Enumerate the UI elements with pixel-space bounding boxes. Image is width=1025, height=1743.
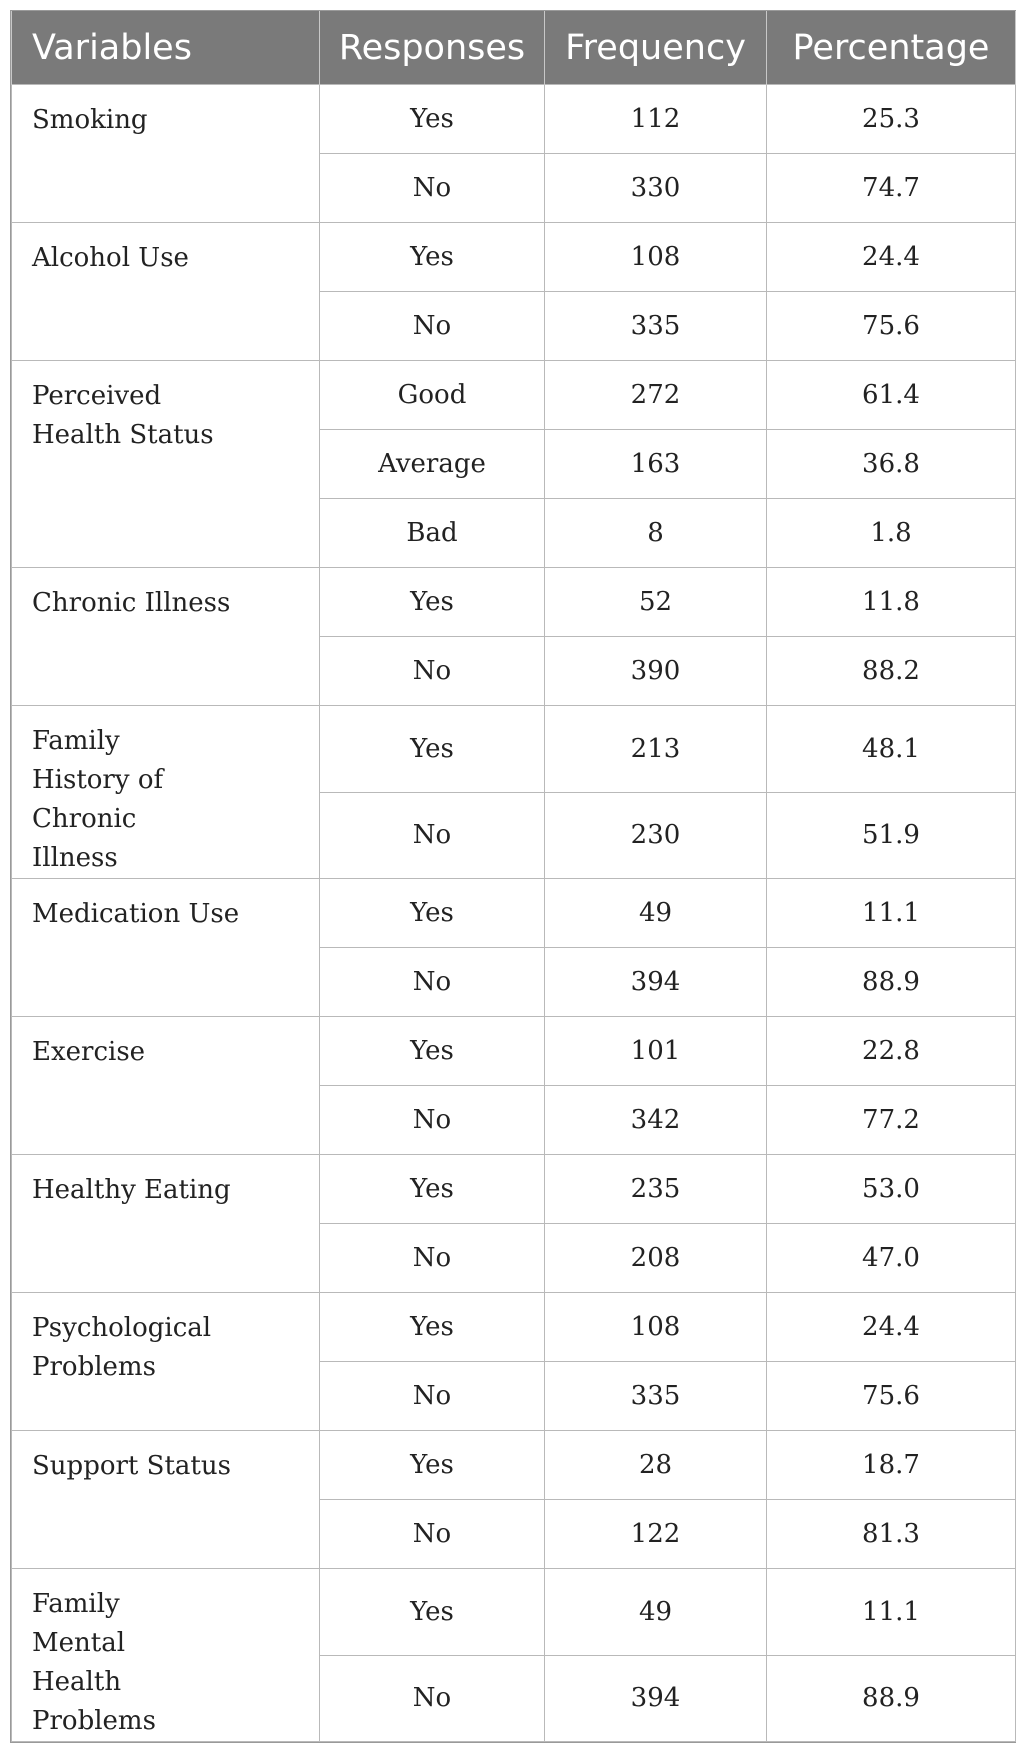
variable-cell: Psychological Problems: [12, 1293, 320, 1431]
response-cell: No: [320, 637, 545, 706]
percentage-cell: 88.9: [767, 1655, 1016, 1742]
response-cell: Bad: [320, 499, 545, 568]
response-cell: No: [320, 1362, 545, 1431]
percentage-cell: 24.4: [767, 1293, 1016, 1362]
percentage-cell: 81.3: [767, 1500, 1016, 1569]
table-row: [12, 1431, 1016, 1500]
table-row: [12, 223, 1016, 292]
percentage-cell: 48.1: [767, 706, 1016, 793]
percentage-cell: 24.4: [767, 223, 1016, 292]
table-header: [12, 11, 1016, 85]
header-variables: Variables: [12, 11, 320, 85]
frequency-cell: 108: [545, 1293, 767, 1362]
frequency-cell: 208: [545, 1224, 767, 1293]
variable-cell: Smoking: [12, 85, 320, 223]
frequency-cell: 230: [545, 792, 767, 879]
frequency-cell: 394: [545, 948, 767, 1017]
frequency-cell: 335: [545, 292, 767, 361]
percentage-cell: 18.7: [767, 1431, 1016, 1500]
frequency-cell: 390: [545, 637, 767, 706]
variable-cell: Support Status: [12, 1431, 320, 1569]
frequency-cell: 335: [545, 1362, 767, 1431]
frequency-cell: 394: [545, 1655, 767, 1742]
header-frequency: Frequency: [545, 11, 767, 85]
response-cell: Good: [320, 361, 545, 430]
table-row: [12, 361, 1016, 430]
frequency-cell: 235: [545, 1155, 767, 1224]
table-row: [12, 706, 1016, 793]
response-cell: Yes: [320, 879, 545, 948]
percentage-cell: 11.8: [767, 568, 1016, 637]
frequency-cell: 101: [545, 1017, 767, 1086]
variable-cell: Exercise: [12, 1017, 320, 1155]
percentage-cell: 88.9: [767, 948, 1016, 1017]
response-cell: Yes: [320, 1569, 545, 1656]
frequency-cell: 163: [545, 430, 767, 499]
data-table: [11, 11, 1016, 1742]
data-table-container: [10, 10, 1016, 1743]
response-cell: No: [320, 948, 545, 1017]
frequency-cell: 108: [545, 223, 767, 292]
percentage-cell: 47.0: [767, 1224, 1016, 1293]
header-row: [12, 11, 1016, 85]
table-row: [12, 1155, 1016, 1224]
percentage-cell: 75.6: [767, 292, 1016, 361]
frequency-cell: 122: [545, 1500, 767, 1569]
response-cell: Average: [320, 430, 545, 499]
percentage-cell: 53.0: [767, 1155, 1016, 1224]
response-cell: No: [320, 792, 545, 879]
response-cell: Yes: [320, 1155, 545, 1224]
percentage-cell: 88.2: [767, 637, 1016, 706]
variable-cell: Chronic Illness: [12, 568, 320, 706]
table-row: [12, 1569, 1016, 1656]
percentage-cell: 11.1: [767, 879, 1016, 948]
response-cell: Yes: [320, 85, 545, 154]
percentage-cell: 25.3: [767, 85, 1016, 154]
percentage-cell: 36.8: [767, 430, 1016, 499]
response-cell: Yes: [320, 568, 545, 637]
percentage-cell: 61.4: [767, 361, 1016, 430]
frequency-cell: 49: [545, 879, 767, 948]
frequency-cell: 112: [545, 85, 767, 154]
response-cell: Yes: [320, 223, 545, 292]
variable-cell: Perceived Health Status: [12, 361, 320, 568]
percentage-cell: 1.8: [767, 499, 1016, 568]
variable-cell: Family History of Chronic Illness: [12, 706, 320, 879]
response-cell: No: [320, 292, 545, 361]
response-cell: No: [320, 1500, 545, 1569]
table-row: [12, 85, 1016, 154]
frequency-cell: 213: [545, 706, 767, 793]
table-body: [12, 85, 1016, 1742]
response-cell: Yes: [320, 1293, 545, 1362]
response-cell: No: [320, 1655, 545, 1742]
percentage-cell: 77.2: [767, 1086, 1016, 1155]
percentage-cell: 11.1: [767, 1569, 1016, 1656]
response-cell: Yes: [320, 706, 545, 793]
frequency-cell: 8: [545, 499, 767, 568]
table-row: [12, 568, 1016, 637]
table-row: [12, 879, 1016, 948]
frequency-cell: 49: [545, 1569, 767, 1656]
response-cell: Yes: [320, 1017, 545, 1086]
table-row: [12, 1293, 1016, 1362]
percentage-cell: 51.9: [767, 792, 1016, 879]
response-cell: No: [320, 1224, 545, 1293]
response-cell: No: [320, 154, 545, 223]
frequency-cell: 28: [545, 1431, 767, 1500]
variable-cell: Alcohol Use: [12, 223, 320, 361]
percentage-cell: 75.6: [767, 1362, 1016, 1431]
response-cell: No: [320, 1086, 545, 1155]
frequency-cell: 342: [545, 1086, 767, 1155]
frequency-cell: 52: [545, 568, 767, 637]
variable-cell: Family Mental Health Problems: [12, 1569, 320, 1742]
table-row: [12, 1017, 1016, 1086]
percentage-cell: 22.8: [767, 1017, 1016, 1086]
response-cell: Yes: [320, 1431, 545, 1500]
frequency-cell: 330: [545, 154, 767, 223]
variable-cell: Healthy Eating: [12, 1155, 320, 1293]
frequency-cell: 272: [545, 361, 767, 430]
variable-cell: Medication Use: [12, 879, 320, 1017]
percentage-cell: 74.7: [767, 154, 1016, 223]
header-responses: Responses: [320, 11, 545, 85]
header-percentage: Percentage: [767, 11, 1016, 85]
